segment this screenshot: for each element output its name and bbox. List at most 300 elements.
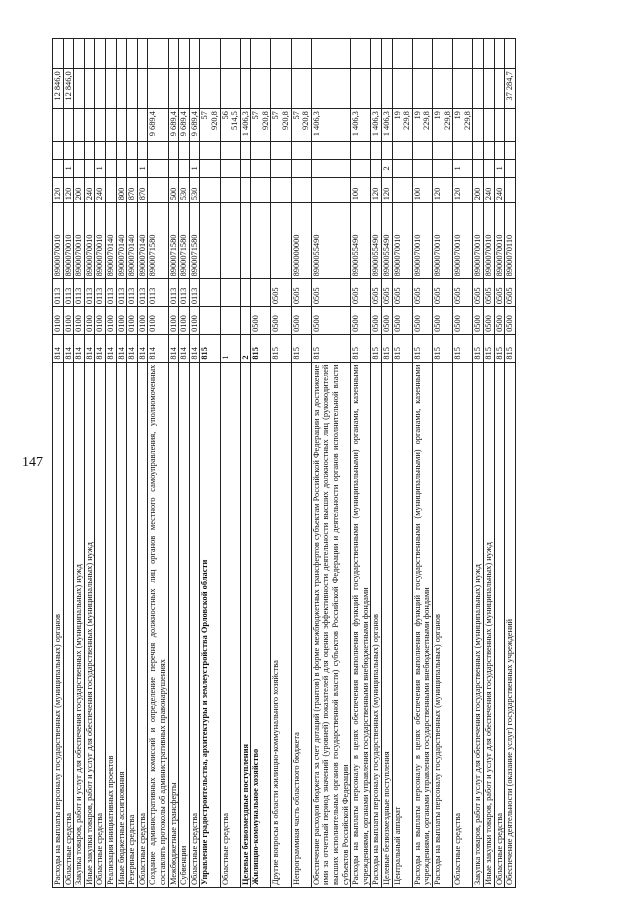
row-target-code: 8900070140 [127,203,138,279]
row-fund-flag [271,159,291,177]
row-amount-alt [220,69,240,109]
row-blank [494,141,505,159]
row-blank [148,141,168,159]
row-name: Целевые безвозмездные поступления [382,362,393,887]
row-expense-type: 870 [127,177,138,202]
table-row [483,39,494,888]
row-amount [473,109,484,142]
row-name: Субвенции [179,362,190,887]
row-amount-alt [74,69,85,109]
row-section: 0100 [95,307,106,335]
row-name: Областные средства [137,362,148,887]
row-section: 0100 [137,307,148,335]
row-subsection: 0505 [432,279,452,307]
row-target-code [240,203,251,279]
row-target-code [200,203,220,279]
row-end [494,39,505,69]
row-end [189,39,200,69]
row-expense-type [271,177,291,202]
row-section: 0500 [251,307,271,335]
row-blank [473,141,484,159]
row-fund-flag: 2 [382,159,393,177]
row-blank [220,141,240,159]
row-target-code: 8900055490 [311,203,350,279]
table-row [189,39,200,888]
row-name: Расходы на выплаты персоналу государственных (муниципальных) органов [371,362,382,887]
row-expense-type: 120 [53,177,64,202]
row-code: 814 [179,334,190,362]
row-end [127,39,138,69]
row-section: 0100 [148,307,168,335]
row-code: 815 [432,334,452,362]
row-name: Расходы на выплаты персоналу в целях обеспечения выполнения функций государственными (муниципальными) органами, казенными учреждениями, органами управления государственными внебюджетными фондами [351,362,371,887]
row-code: 814 [74,334,85,362]
row-blank [453,141,473,159]
row-name: Резервные средства [127,362,138,887]
row-fund-flag [148,159,168,177]
row-subsection: 0505 [453,279,473,307]
row-expense-type [105,177,116,202]
row-name: Областные средства [189,362,200,887]
row-amount [84,109,95,142]
row-subsection: 0505 [271,279,291,307]
row-name: Закупка товаров, работ и услуг для обеспечения государственных (муниципальных) нужд [74,362,85,887]
row-blank [371,141,382,159]
row-amount-alt [189,69,200,109]
row-end [251,39,271,69]
row-fund-flag [168,159,179,177]
row-code: 815 [494,334,505,362]
row-name: Расходы на выплаты персоналу в целях обеспечения выполнения функций государственными (муниципальными) органами, казенными учреждениями, органами управления государственными внебюджетными фондами [412,362,432,887]
row-code: 815 [371,334,382,362]
row-blank [432,141,452,159]
row-end [392,39,412,69]
row-subsection: 0113 [95,279,106,307]
row-fund-flag [351,159,371,177]
row-expense-type: 120 [432,177,452,202]
row-subsection: 0505 [351,279,371,307]
row-end [271,39,291,69]
row-end [382,39,393,69]
row-subsection: 0113 [105,279,116,307]
table-row [494,39,505,888]
row-section: 0100 [179,307,190,335]
row-expense-type [311,177,350,202]
row-amount-alt [148,69,168,109]
row-amount-alt [473,69,484,109]
row-name: Другие вопросы в области жилищно-коммунального хозяйства [271,362,291,887]
row-fund-flag [505,159,516,177]
row-end [432,39,452,69]
row-subsection: 0505 [392,279,412,307]
row-blank [392,141,412,159]
row-target-code: 8900070110 [505,203,516,279]
row-amount [494,109,505,142]
row-amount [53,109,64,142]
row-blank [311,141,350,159]
table-row [220,39,240,888]
row-amount-alt [453,69,473,109]
row-code: 814 [189,334,200,362]
row-amount [105,109,116,142]
row-blank [63,141,74,159]
row-amount [483,109,494,142]
row-end [84,39,95,69]
row-amount-alt: 12 846,0 [53,69,64,109]
row-expense-type [505,177,516,202]
row-code: 815 [311,334,350,362]
row-target-code: 8900070140 [116,203,127,279]
row-code: 815 [505,334,516,362]
row-code: 1 [220,334,240,362]
page-number: 147 [22,455,43,470]
row-amount-alt [371,69,382,109]
table-row [127,39,138,888]
row-target-code: 8900070010 [84,203,95,279]
row-code: 815 [412,334,432,362]
row-fund-flag [412,159,432,177]
row-fund-flag [291,159,311,177]
row-code: 814 [148,334,168,362]
row-expense-type [148,177,168,202]
row-blank [483,141,494,159]
row-section: 0500 [392,307,412,335]
row-amount: 19 229,8 [453,109,473,142]
row-subsection: 0113 [53,279,64,307]
row-target-code: 8900055490 [382,203,393,279]
row-amount: 19 229,8 [432,109,452,142]
row-subsection: 0113 [116,279,127,307]
row-blank [291,141,311,159]
table-row [271,39,291,888]
row-expense-type [240,177,251,202]
table-row [371,39,382,888]
row-amount-alt [392,69,412,109]
row-end [291,39,311,69]
row-code: 2 [240,334,251,362]
row-name: Обеспечение деятельности (оказание услуг) государственных учреждений [505,362,516,887]
row-end [168,39,179,69]
row-code: 814 [105,334,116,362]
row-section: 0500 [505,307,516,335]
row-expense-type: 500 [168,177,179,202]
row-end [95,39,106,69]
row-expense-type: 240 [494,177,505,202]
row-target-code: 8900070010 [95,203,106,279]
row-blank [53,141,64,159]
row-name: Целевые безвозмездные поступления [240,362,251,887]
row-expense-type: 240 [84,177,95,202]
row-amount [127,109,138,142]
row-name: Областные средства [453,362,473,887]
row-blank [382,141,393,159]
row-expense-type: 120 [453,177,473,202]
row-section: 0100 [189,307,200,335]
row-amount-alt [291,69,311,109]
row-end [505,39,516,69]
row-name: Расходы на выплаты персоналу государственных (муниципальных) органов [53,362,64,887]
row-amount-alt [168,69,179,109]
row-end [179,39,190,69]
row-target-code: 8900070010 [392,203,412,279]
row-name: Расходы на выплаты персоналу государственных (муниципальных) органов [432,362,452,887]
row-expense-type: 100 [412,177,432,202]
budget-table [52,38,516,888]
row-amount: 19 229,8 [392,109,412,142]
row-amount: 1 406,3 [240,109,251,142]
row-subsection: 0505 [494,279,505,307]
table-row [291,39,311,888]
row-name: Обеспечение расходов бюджета за счет дотаций (грантов) в форме межбюджетных трансфертов субъектам Российской Федерации за достижение ими за отчетный период значений (уровней) показателей для оценки эффективности деятельности высших должностных лиц (руководителей высших исполнительных органов государственной власти) субъектов Российской Федерации и деятельности органов исполнительной власти субъектов Российской Федерации [311,362,350,887]
row-target-code: 8900000000 [291,203,311,279]
table-row [74,39,85,888]
row-section: 0100 [63,307,74,335]
row-expense-type: 530 [189,177,200,202]
row-section: 0500 [271,307,291,335]
row-code: 815 [291,334,311,362]
row-fund-flag [240,159,251,177]
row-amount [74,109,85,142]
row-expense-type [251,177,271,202]
row-blank [179,141,190,159]
row-amount-alt [251,69,271,109]
row-fund-flag [473,159,484,177]
row-section [200,307,220,335]
row-target-code: 8900071580 [189,203,200,279]
row-fund-flag: 1 [453,159,473,177]
row-expense-type: 530 [179,177,190,202]
row-amount: 1 406,3 [311,109,350,142]
row-name: Областные средства [95,362,106,887]
row-end [53,39,64,69]
row-target-code: 8900070010 [63,203,74,279]
row-target-code: 8900055490 [371,203,382,279]
row-expense-type [291,177,311,202]
row-target-code [220,203,240,279]
row-code: 814 [95,334,106,362]
row-target-code [251,203,271,279]
row-blank [105,141,116,159]
row-subsection: 0113 [168,279,179,307]
row-amount [137,109,148,142]
row-amount-alt [127,69,138,109]
row-section: 0100 [116,307,127,335]
row-code: 815 [453,334,473,362]
row-subsection: 0505 [505,279,516,307]
row-expense-type: 240 [95,177,106,202]
row-expense-type [392,177,412,202]
row-subsection [200,279,220,307]
row-end [371,39,382,69]
row-fund-flag [74,159,85,177]
row-amount: 56 514,5 [220,109,240,142]
table-row [240,39,251,888]
row-amount-alt [200,69,220,109]
row-expense-type [200,177,220,202]
row-code: 815 [382,334,393,362]
row-section: 0500 [453,307,473,335]
row-amount: 1 406,3 [382,109,393,142]
row-blank [74,141,85,159]
row-code: 815 [392,334,412,362]
row-fund-flag [127,159,138,177]
row-fund-flag [432,159,452,177]
table-row [251,39,271,888]
row-section: 0500 [351,307,371,335]
row-end [137,39,148,69]
row-end [453,39,473,69]
row-section: 0100 [53,307,64,335]
row-amount-alt: 12 846,0 [63,69,74,109]
row-subsection: 0113 [63,279,74,307]
row-name: Реализация инициативных проектов [105,362,116,887]
row-section: 0100 [105,307,116,335]
row-end [311,39,350,69]
row-code: 814 [137,334,148,362]
row-fund-flag [483,159,494,177]
row-amount-alt [382,69,393,109]
row-section: 0500 [382,307,393,335]
row-subsection: 0113 [148,279,168,307]
table-row [453,39,473,888]
table-row [53,39,64,888]
row-section: 0100 [74,307,85,335]
budget-table-body [53,39,516,888]
row-target-code: 8900070010 [453,203,473,279]
row-amount-alt [494,69,505,109]
row-section: 0500 [371,307,382,335]
row-amount-alt [271,69,291,109]
row-fund-flag [105,159,116,177]
row-subsection: 0505 [412,279,432,307]
row-end [412,39,432,69]
table-row [505,39,516,888]
row-blank [351,141,371,159]
row-blank [505,141,516,159]
row-subsection: 0113 [74,279,85,307]
table-row [63,39,74,888]
row-amount-alt [84,69,95,109]
row-section: 0500 [473,307,484,335]
row-fund-flag [200,159,220,177]
row-amount: 19 229,8 [412,109,432,142]
row-section: 0100 [127,307,138,335]
table-row [105,39,116,888]
row-subsection: 0113 [127,279,138,307]
row-subsection: 0505 [291,279,311,307]
row-fund-flag [84,159,95,177]
row-blank [137,141,148,159]
row-target-code: 8900071580 [179,203,190,279]
row-amount: 57 920,8 [251,109,271,142]
row-expense-type: 100 [351,177,371,202]
row-amount: 9 689,4 [168,109,179,142]
row-expense-type: 870 [137,177,148,202]
table-row [95,39,106,888]
row-section [240,307,251,335]
row-target-code: 8900055490 [351,203,371,279]
row-subsection: 0505 [473,279,484,307]
row-amount [116,109,127,142]
row-code: 814 [116,334,127,362]
row-section: 0500 [412,307,432,335]
row-name: Непрограммная часть областного бюджета [291,362,311,887]
row-target-code: 8900070010 [483,203,494,279]
row-code: 815 [483,334,494,362]
row-name: Закупка товаров, работ и услуг для обеспечения государственных (муниципальных) нужд [473,362,484,887]
row-target-code: 8900070010 [473,203,484,279]
table-row [200,39,220,888]
table-row [84,39,95,888]
table-row [412,39,432,888]
row-blank [84,141,95,159]
row-amount-alt [95,69,106,109]
row-amount-alt [311,69,350,109]
row-name: Жилищно-коммунальное хозяйство [251,362,271,887]
row-code: 815 [351,334,371,362]
row-section: 0500 [291,307,311,335]
row-section: 0100 [168,307,179,335]
row-amount-alt [412,69,432,109]
table-row [137,39,148,888]
row-end [473,39,484,69]
row-end [148,39,168,69]
row-fund-flag [311,159,350,177]
row-code: 814 [63,334,74,362]
row-blank [127,141,138,159]
row-code: 815 [271,334,291,362]
row-target-code: 8900070010 [432,203,452,279]
row-target-code: 8900070010 [412,203,432,279]
row-end [116,39,127,69]
row-amount-alt [432,69,452,109]
row-amount: 1 406,3 [371,109,382,142]
row-target-code: 8900071580 [148,203,168,279]
row-fund-flag: 1 [494,159,505,177]
row-section: 0100 [84,307,95,335]
row-name: Областные средства [494,362,505,887]
table-row [351,39,371,888]
row-name: Межбюджетные трансферты [168,362,179,887]
row-amount [63,109,74,142]
row-expense-type: 240 [483,177,494,202]
row-amount: 1 406,3 [351,109,371,142]
row-amount-alt [240,69,251,109]
row-target-code: 8900070010 [53,203,64,279]
row-name: Областные средства [220,362,240,887]
row-fund-flag [251,159,271,177]
row-end [240,39,251,69]
row-end [200,39,220,69]
row-blank [251,141,271,159]
row-code: 815 [473,334,484,362]
row-fund-flag: 1 [189,159,200,177]
row-name: Иные закупки товаров, работ и услуг для обеспечения государственных (муниципальных) нужд [84,362,95,887]
row-blank [412,141,432,159]
row-fund-flag [371,159,382,177]
row-code: 815 [200,334,220,362]
row-code: 815 [251,334,271,362]
row-expense-type: 800 [116,177,127,202]
table-row [382,39,393,888]
row-blank [116,141,127,159]
row-expense-type: 200 [473,177,484,202]
row-target-code: 8900070140 [137,203,148,279]
row-expense-type: 120 [63,177,74,202]
row-end [105,39,116,69]
table-row [473,39,484,888]
row-section [220,307,240,335]
